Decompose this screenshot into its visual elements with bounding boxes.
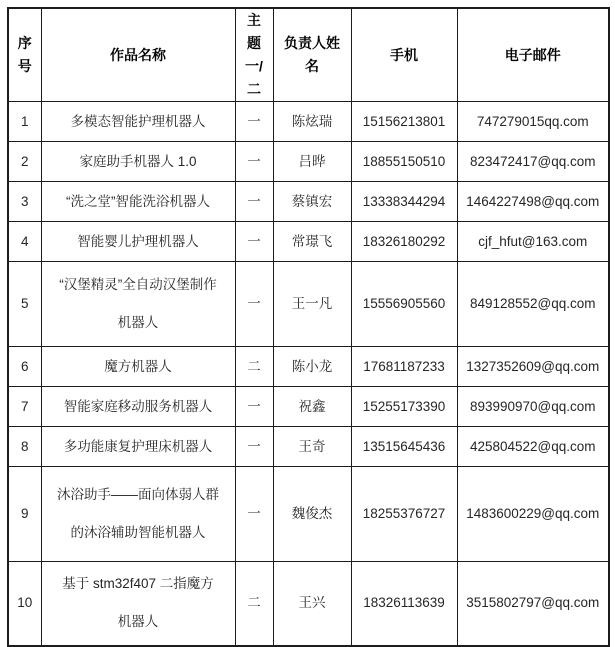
cell-serial-number: 7 bbox=[8, 387, 41, 427]
cell-mobile: 13338344294 bbox=[351, 182, 457, 222]
header-email: 电子邮件 bbox=[457, 8, 609, 102]
cell-theme: 一 bbox=[235, 467, 273, 562]
cell-email: 849128552@qq.com bbox=[457, 262, 609, 347]
cell-theme: 一 bbox=[235, 427, 273, 467]
cell-mobile: 15556905560 bbox=[351, 262, 457, 347]
table-row bbox=[8, 182, 609, 222]
cell-work-title: 多模态智能护理机器人 bbox=[41, 102, 235, 142]
cell-mobile: 15156213801 bbox=[351, 102, 457, 142]
cell-work-title: 魔方机器人 bbox=[41, 347, 235, 387]
cell-serial-number: 10 bbox=[8, 562, 41, 646]
cell-serial-number: 6 bbox=[8, 347, 41, 387]
table-row bbox=[8, 142, 609, 182]
cell-theme: 一 bbox=[235, 222, 273, 262]
cell-work-title: 智能婴儿护理机器人 bbox=[41, 222, 235, 262]
cell-serial-number: 3 bbox=[8, 182, 41, 222]
cell-email: 823472417@qq.com bbox=[457, 142, 609, 182]
cell-email: 1327352609@qq.com bbox=[457, 347, 609, 387]
cell-serial-number: 1 bbox=[8, 102, 41, 142]
cell-work-title: 沐浴助手——面向体弱人群的沐浴辅助智能机器人 bbox=[41, 467, 235, 562]
header-serial-number: 序号 bbox=[8, 8, 41, 102]
contact-table bbox=[7, 7, 610, 647]
cell-work-title: 家庭助手机器人 1.0 bbox=[41, 142, 235, 182]
cell-work-title: 基于 stm32f407 二指魔方机器人 bbox=[41, 562, 235, 646]
cell-work-title: 智能家庭移动服务机器人 bbox=[41, 387, 235, 427]
header-mobile: 手机 bbox=[351, 8, 457, 102]
table-body bbox=[8, 102, 609, 646]
cell-leader-name: 王兴 bbox=[273, 562, 351, 646]
cell-email: 3515802797@qq.com bbox=[457, 562, 609, 646]
table-header bbox=[8, 8, 609, 102]
cell-leader-name: 魏俊杰 bbox=[273, 467, 351, 562]
cell-leader-name: 常璟飞 bbox=[273, 222, 351, 262]
cell-leader-name: 祝鑫 bbox=[273, 387, 351, 427]
cell-mobile: 18326180292 bbox=[351, 222, 457, 262]
cell-theme: 一 bbox=[235, 102, 273, 142]
cell-theme: 一 bbox=[235, 262, 273, 347]
table-row bbox=[8, 347, 609, 387]
cell-email: cjf_hfut@163.com bbox=[457, 222, 609, 262]
cell-leader-name: 王奇 bbox=[273, 427, 351, 467]
cell-leader-name: 陈小龙 bbox=[273, 347, 351, 387]
cell-theme: 二 bbox=[235, 347, 273, 387]
table-row bbox=[8, 222, 609, 262]
cell-work-title: “洗之堂”智能洗浴机器人 bbox=[41, 182, 235, 222]
header-work-title: 作品名称 bbox=[41, 8, 235, 102]
cell-leader-name: 陈炫瑞 bbox=[273, 102, 351, 142]
cell-serial-number: 8 bbox=[8, 427, 41, 467]
header-theme: 主题一/二 bbox=[235, 8, 273, 102]
cell-leader-name: 王一凡 bbox=[273, 262, 351, 347]
cell-mobile: 18255376727 bbox=[351, 467, 457, 562]
cell-work-title: “汉堡精灵”全自动汉堡制作机器人 bbox=[41, 262, 235, 347]
table-row bbox=[8, 562, 609, 646]
cell-serial-number: 9 bbox=[8, 467, 41, 562]
cell-mobile: 18855150510 bbox=[351, 142, 457, 182]
header-row bbox=[8, 8, 609, 102]
cell-work-title: 多功能康复护理床机器人 bbox=[41, 427, 235, 467]
header-leader-name: 负责人姓名 bbox=[273, 8, 351, 102]
table-row bbox=[8, 387, 609, 427]
cell-email: 747279015qq.com bbox=[457, 102, 609, 142]
cell-email: 893990970@qq.com bbox=[457, 387, 609, 427]
cell-theme: 一 bbox=[235, 182, 273, 222]
cell-email: 1483600229@qq.com bbox=[457, 467, 609, 562]
cell-theme: 二 bbox=[235, 562, 273, 646]
cell-serial-number: 5 bbox=[8, 262, 41, 347]
cell-serial-number: 2 bbox=[8, 142, 41, 182]
table-row bbox=[8, 262, 609, 347]
cell-email: 425804522@qq.com bbox=[457, 427, 609, 467]
cell-email: 1464227498@qq.com bbox=[457, 182, 609, 222]
cell-serial-number: 4 bbox=[8, 222, 41, 262]
cell-mobile: 17681187233 bbox=[351, 347, 457, 387]
table-row bbox=[8, 467, 609, 562]
cell-mobile: 13515645436 bbox=[351, 427, 457, 467]
cell-mobile: 18326113639 bbox=[351, 562, 457, 646]
cell-theme: 一 bbox=[235, 387, 273, 427]
cell-theme: 一 bbox=[235, 142, 273, 182]
table-row bbox=[8, 427, 609, 467]
cell-mobile: 15255173390 bbox=[351, 387, 457, 427]
cell-leader-name: 蔡镇宏 bbox=[273, 182, 351, 222]
cell-leader-name: 吕晔 bbox=[273, 142, 351, 182]
table-row bbox=[8, 102, 609, 142]
